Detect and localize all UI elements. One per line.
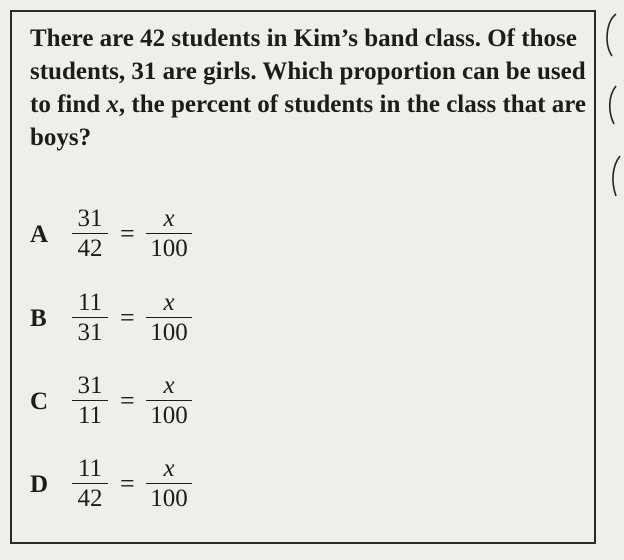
numerator: 11 [77,289,103,316]
denominator: 100 [150,402,188,429]
left-fraction [72,289,108,346]
denominator: 31 [77,319,103,346]
equals-sign: = [120,303,135,332]
choice-letter: A [30,221,49,248]
numerator: 31 [77,205,103,232]
denominator: 100 [150,485,188,512]
question-text-part-1: There are 42 students in Kim’s band class. Of those students, 31 are girls. Which proportion can be used to find [30,25,586,118]
fraction-bar [72,400,108,401]
choice-d[interactable] [30,455,330,515]
handwritten-marks [594,0,624,200]
fraction-bar [72,483,108,484]
equals-sign: = [120,386,135,415]
right-fraction [146,455,192,512]
numerator: 11 [77,455,103,482]
question-text [30,22,590,154]
numerator: x [163,289,175,316]
numerator: 31 [77,372,103,399]
fraction-bar [72,317,108,318]
denominator: 11 [77,402,103,429]
question-text-part-2: , the percent of students in the class that are boys? [30,91,587,151]
denominator: 100 [150,235,188,262]
fraction-bar [146,233,192,234]
right-fraction [146,205,192,262]
fraction-bar [146,483,192,484]
left-fraction [72,372,108,429]
choice-letter: B [30,305,47,332]
pen-mark-3 [613,156,620,196]
choice-c[interactable] [30,372,330,432]
choice-letter: D [30,471,49,498]
fraction-bar [72,233,108,234]
numerator: x [163,372,175,399]
denominator: 100 [150,319,188,346]
denominator: 42 [77,485,103,512]
choice-a[interactable] [30,205,330,265]
left-fraction [72,205,108,262]
right-fraction [146,372,192,429]
pen-mark-2 [610,86,616,124]
fraction-bar [146,317,192,318]
fraction-bar [146,400,192,401]
choice-letter: C [30,388,49,415]
equals-sign: = [120,219,135,248]
numerator: x [163,205,175,232]
question-variable: x [106,91,119,118]
numerator: x [163,455,175,482]
denominator: 42 [77,235,103,262]
pen-mark-1 [607,14,616,56]
right-fraction [146,289,192,346]
left-fraction [72,455,108,512]
equals-sign: = [120,469,135,498]
choice-b[interactable] [30,289,330,349]
